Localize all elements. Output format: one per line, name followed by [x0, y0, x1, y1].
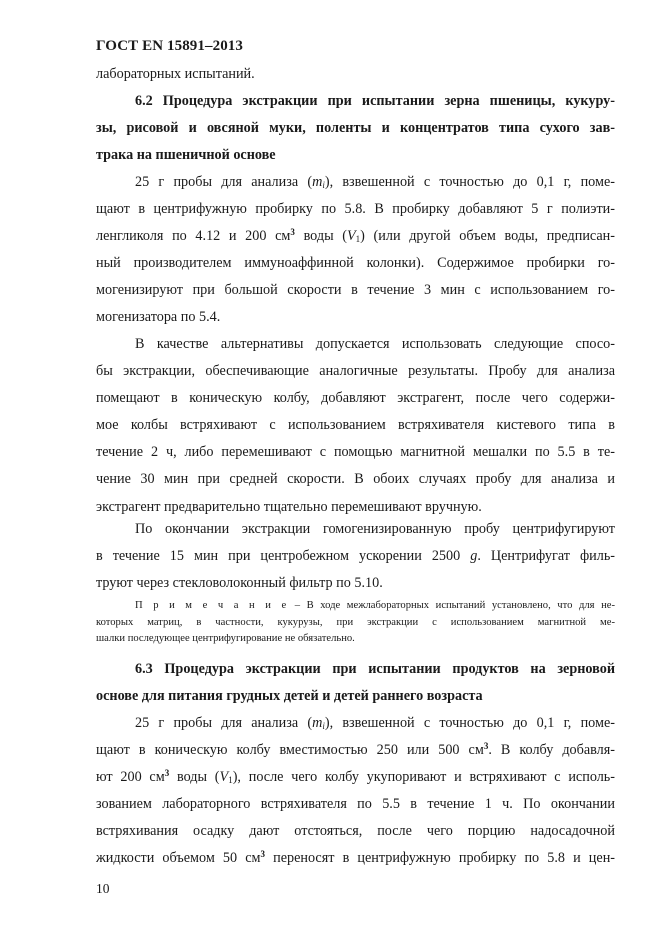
- note-line: шалки последующее центрифугирование не обязательно.: [96, 633, 355, 645]
- text-line: мое колбы встряхивают с использованием встряхивателя кистевого типа в: [96, 417, 615, 434]
- section-6-3-para-1: [96, 710, 615, 873]
- volume-symbol: V: [347, 228, 356, 245]
- subscript: 1: [228, 775, 233, 786]
- text-line: могенизатора по 5.4.: [96, 309, 221, 326]
- text-line: ют 200 $см^3$ воды $(V_1)$, после чего колбу укупоривают и встряхивают с исполь-: [96, 768, 616, 786]
- text-line: щают в центрифужную пробирку по 5.8. В пробирку добавляют 5 г полиэти-: [96, 201, 615, 218]
- volume-symbol: V: [219, 769, 229, 786]
- document-header: ГОСТ EN 15891–2013: [96, 38, 243, 54]
- text-line: могенизируют при большой скорости в течение 3 мин с использованием го-: [96, 282, 615, 299]
- intro-tail: [96, 61, 615, 88]
- superscript: 3: [483, 741, 489, 752]
- text-line: щают в коническую колбу вместимостью 250 или 500 $см^3$. В колбу добавля-: [96, 741, 616, 759]
- text-line: 25 г пробы для анализа $(m_i)$, взвешенной с точностью до 0,1 г, поме-: [135, 174, 615, 190]
- section-6-2-para-1: [96, 169, 615, 332]
- superscript: 3: [290, 227, 295, 238]
- section-6-3-heading: [96, 656, 615, 710]
- intro-tail-text: лабораторных испытаний.: [96, 66, 255, 82]
- g-symbol: g: [470, 548, 478, 565]
- note-line: которых матриц, в частности, кукурузы, при экстракции с использованием магнитной ме-: [96, 616, 615, 628]
- text-line: помещают в коническую колбу, добавляют экстрагент, после чего содержи-: [96, 390, 615, 407]
- subscript: i: [322, 721, 325, 731]
- section-6-2-para-2: [96, 331, 615, 521]
- superscript: 3: [164, 768, 170, 779]
- note-block: [96, 598, 615, 648]
- mass-symbol: m: [312, 715, 323, 731]
- note-label: П р и м е ч а н и е: [135, 600, 289, 611]
- heading-line: трака на пшеничной основе: [96, 147, 276, 164]
- mass-symbol: m: [312, 174, 323, 190]
- section-6-2-heading: [96, 88, 615, 169]
- text-line: ный производителем иммуноаффинной колонки). Содержимое пробирки го-: [96, 255, 615, 272]
- superscript: 3: [260, 849, 265, 860]
- heading-line: 6.3 Процедура экстракции при испытании продуктов на зерновой: [135, 661, 615, 677]
- text-line: в течение 15 мин при центробежном ускорении 2500 g. Центрифугат филь-: [96, 548, 616, 565]
- text-line: По окончании экстракции гомогенизированную пробу центрифугируют: [135, 521, 615, 537]
- text-line: ленгликоля по 4.12 и 200 $см^3$ воды $(V_1)$ (или другой объем воды, предписан-: [96, 227, 616, 245]
- text-line: жидкости объемом 50 $см^3$ переносят в центрифужную пробирку по 5.8 и цен-: [96, 849, 616, 867]
- heading-line: основе для питания грудных детей и детей раннего возраста: [96, 688, 483, 705]
- section-6-2-para-3: [96, 516, 615, 597]
- text-line: зованием лабораторного встряхивателя по 5.5 в течение 1 ч. По окончании: [96, 796, 615, 813]
- subscript: 1: [355, 234, 361, 245]
- text-line: 25 г пробы для анализа $(m_i)$, взвешенной с точностью до 0,1 г, поме-: [135, 715, 615, 731]
- page-number: 10: [96, 881, 110, 896]
- heading-line: зы, рисовой и овсяной муки, поленты и концентратов типа сухого зав-: [96, 120, 615, 137]
- text-line: экстрагент предварительно тщательно перемешивают вручную.: [96, 498, 482, 515]
- subscript: i: [322, 180, 325, 190]
- text-line: бы экстракции, обеспечивающие аналогичные результаты. Пробу для анализа: [96, 363, 615, 380]
- note-line: П р и м е ч а н и е – В ходе межлабораторных испытаний установлено, что для не-: [135, 600, 615, 611]
- heading-line: 6.2 Процедура экстракции при испытании зерна пшеницы, кукуру-: [135, 93, 615, 109]
- text-line: встряхивания осадку дают отстояться, после чего порцию надосадочной: [96, 823, 615, 840]
- text-line: чение 30 мин при средней скорости. В обоих случаях пробу для анализа и: [96, 471, 615, 488]
- text-line: труют через стекловолоконный фильтр по 5.10.: [96, 575, 383, 592]
- text-line: В качестве альтернативы допускается использовать следующие спосо-: [135, 336, 615, 352]
- text-line: течение 2 ч, либо перемешивают с помощью магнитной мешалки по 5.5 в те-: [96, 444, 615, 461]
